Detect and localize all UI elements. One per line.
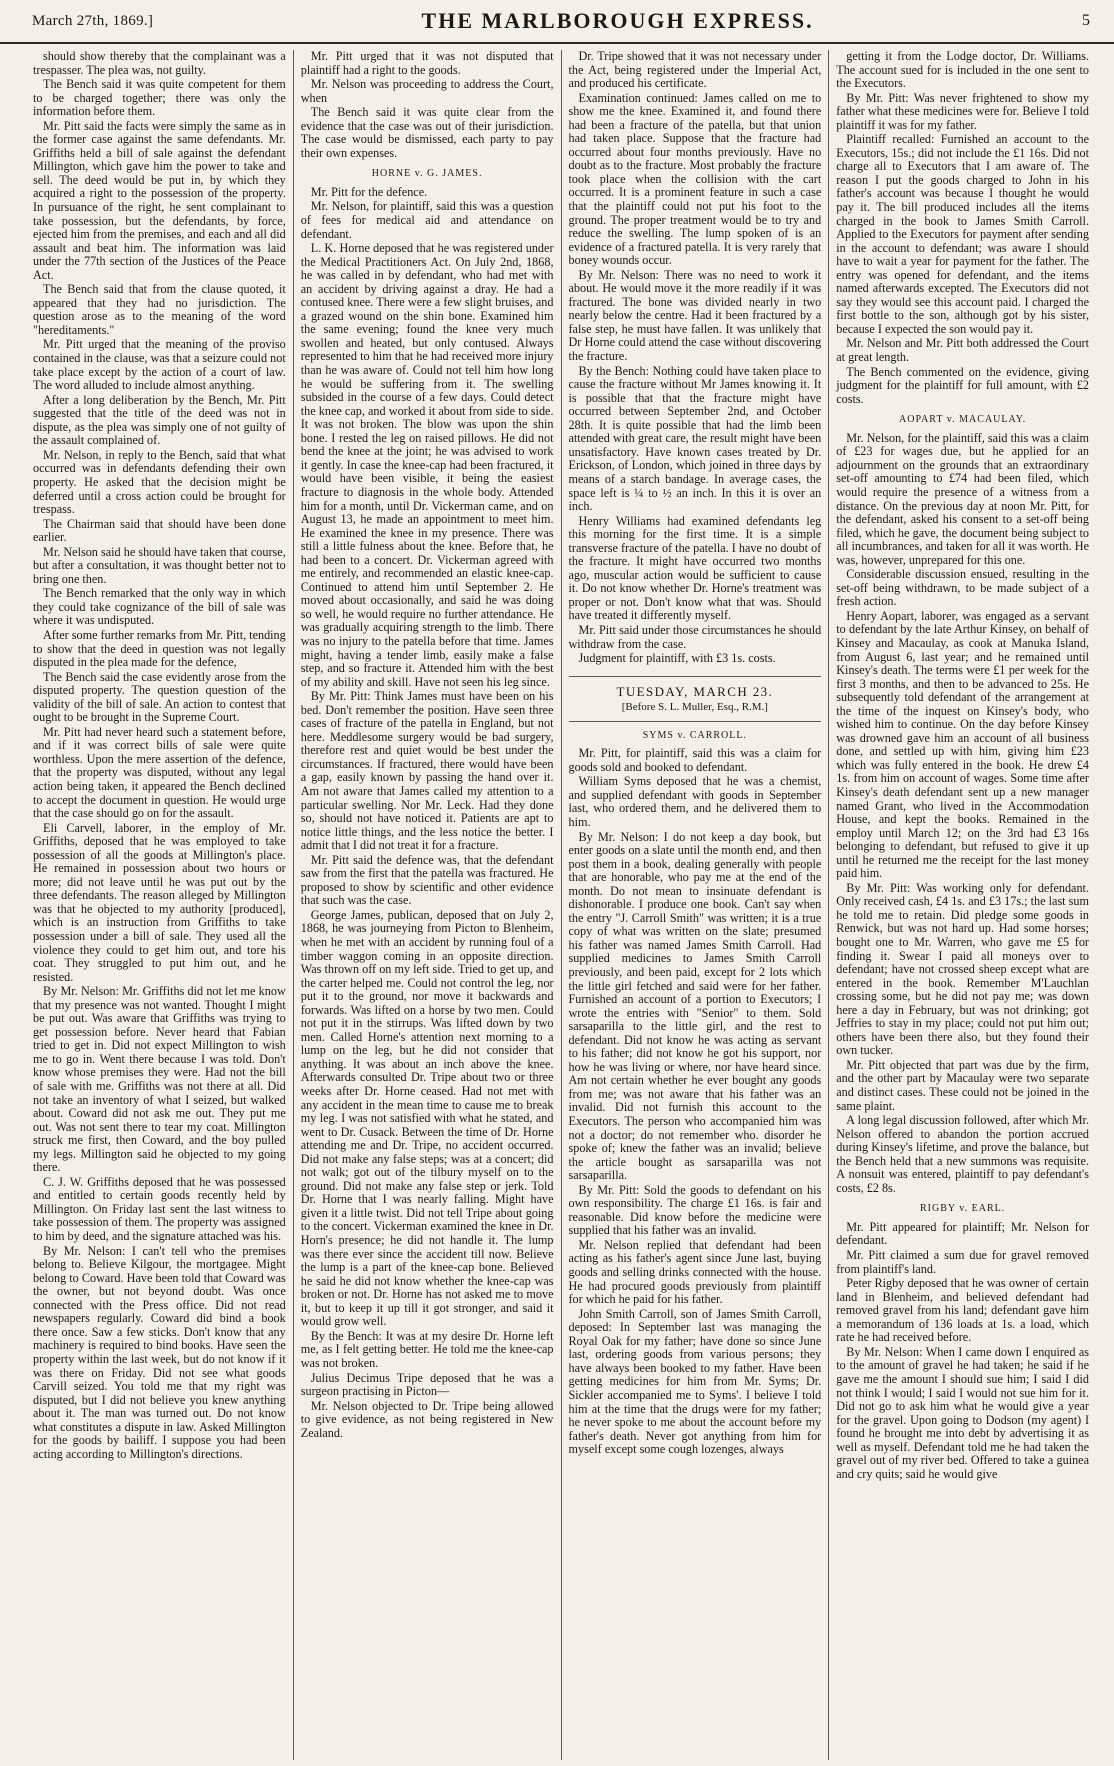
paragraph: Mr. Pitt for the defence.	[310, 184, 428, 199]
column-3	[562, 50, 830, 1760]
paragraph: A long legal discussion followed, after which Mr. Nelson offered to abandon the portion accrued during Kinsey's lifetime, and prove the balance, but the Bench held that a new summons was requisite. A nonsuit was entered, plaintiff to pay defendant's costs, £2 8s.	[836, 1113, 1089, 1195]
paragraph: The Chairman said that should have been done earlier.	[33, 516, 286, 545]
court-note: [Before S. L. Muller, Esq., R.M.]	[569, 701, 822, 722]
paragraph: The Bench remarked that the only way in which they could take cognizance of the bill of sale was where it was undisputed.	[33, 586, 286, 628]
paragraph: By the Bench: It was at my desire Dr. Horne left me, as I felt getting better. He told me the knee-cap was not broken.	[300, 1328, 554, 1370]
paragraph: Mr. Nelson and Mr. Pitt both addressed the Court at great length.	[836, 336, 1089, 365]
case-heading: SYMS v. CARROLL.	[642, 729, 747, 741]
paragraph: John Smith Carroll, son of James Smith Carroll, deposed: In September last was managing the Royal Oak for my father; have done so since June last, ordering goods from various persons; they have always been booked to my father. Have been getting medicines for him from Mr. Syms; Dr. Sickler accompanied me to Syms'. I believe I told him at the time that the drugs were for my father; he never spoke to me about the account before my father's death. Never got anything from him for myself except some cough lozenges, always	[568, 1306, 822, 1457]
paragraph: Considerable discussion ensued, resulting in the set-off being withdrawn, to be made subject of a fresh action.	[836, 567, 1089, 609]
paragraph: Mr. Pitt appeared for plaintiff; Mr. Nelson for defendant.	[836, 1219, 1089, 1248]
paragraph: The Bench said it was quite clear from the evidence that the case was out of their jurisdiction. The case would be dismissed, each party to pay their own expenses.	[300, 105, 554, 160]
paragraph: getting it from the Lodge doctor, Dr. Williams. The account sued for is included in the one sent to the Executors.	[836, 50, 1089, 91]
paragraph: Henry Williams had examined defendants leg this morning for the first time. It is a simple transverse fracture of the patella. I have no doubt of the fracture. It might have occurred two months ago, muscular action would be sufficient to cause it. Do not know whether Dr. Horne's treatment was proper or not. Don't know what that was. Should have treated it differently myself.	[568, 513, 822, 623]
article-columns	[26, 50, 1096, 1760]
paragraph: Mr. Nelson, for plaintiff, said this was a question of fees for medical aid and attendance on defendant.	[300, 199, 554, 241]
paragraph: Henry Aopart, laborer, was engaged as a servant to defendant by the late Arthur Kinsey, on behalf of Kinsey and Macaulay, as cook at Manuka Island, from August 6, last year; and he remained until Kinsey's death. The terms were £1 per week for the first 3 months, and then to be advanced to 25s. He subsequently told defendant of the arrangement at the time of the inquest on Kinsey's body, who wished him to continue. On the day before Kinsey was drowned gave him an account of all business done, and settled up with him, giving him £23 which was fully entered in the book. He drew £4 1s. from him on account of wages. Some time after Kinsey's death defendant sent up a new manager named Grant, who lived in the Accommodation House, and kept the books. Remained in the employ until March 12; on the 3rd had £3 16s belonging to defendant, but refused to give it up until he returned me the receipt for the last money paid him.	[836, 608, 1089, 881]
paragraph: C. J. W. Griffiths deposed that he was possessed and entitled to certain goods recently held by Millington. On Friday last sent the last witness to take possession of them. The property was assigned to him by deed, and the signature attached was his.	[33, 1174, 286, 1244]
paragraph: Peter Rigby deposed that he was owner of certain land in Blenheim, and believed defendant had removed gravel from his land; defendant gave him a memorandum of 136 loads at 1s. a load, which rate he had received before.	[836, 1276, 1089, 1345]
masthead	[0, 0, 1114, 44]
paragraph: Plaintiff recalled: Furnished an account to the Executors, 15s.; did not include the £1 16s. Did not charge all to Executors that I am aware of. The reason I put the goods charged to John in his father's account was because I thought he would pay it. The bill produced includes all the items charged in the book to James Smith Carroll. Applied to the Executors for payment after sending in the account to defendant; was aware I should have to wait a year for payment for the father. The entry was opened for defendant, and the items named afterwards excepted. The Executors did not say they would see this account paid. I charged the first bottle to the son, although got by his sister, because I expected the son would pay it.	[836, 132, 1089, 336]
paragraph: By Mr. Pitt: Was never frightened to show my father what these medicines were for. Believe I told plaintiff it was for my father.	[836, 90, 1089, 132]
paragraph: Mr. Nelson said he should have taken that course, but after a consultation, it was thought better not to bring one then.	[33, 544, 286, 586]
paragraph: William Syms deposed that he was a chemist, and supplied defendant with goods in September last, who ordered them, and he delivered them to him.	[568, 774, 822, 829]
issue-date: March 27th, 1869.]	[32, 12, 154, 29]
paragraph: Mr. Pitt, for plaintiff, said this was a claim for goods sold and booked to defendant.	[568, 746, 822, 774]
paragraph: Mr. Nelson replied that defendant had been acting as his father's agent since June last, buying goods and selling drinks connected with the house. He had procured goods previously from plaintiff for which he paid for his father.	[568, 1237, 822, 1307]
paragraph: Mr. Pitt said under those circumstances he should withdraw from the case.	[568, 622, 822, 651]
paragraph: By Mr. Nelson: When I came down I enquired as to the amount of gravel he had taken; he said if he gave me the amount I should sue him; I said I did not think I would; I said I would not sue him for it. Did not go to ask him what he would give a year for the gravel. Upon going to Dodson (my agent) I found he brought me into debt by advertising it as well as myself. Defendant told me he had taken the gravel out of my river bed. Offered to take a guinea and cry quits; said he would give	[836, 1344, 1089, 1481]
paragraph: By Mr. Pitt: Sold the goods to defendant on his own responsibility. The charge £1 16s. is fair and reasonable. Did know before the medicine were supplied that his father was an invalid.	[568, 1182, 822, 1238]
paragraph: The Bench commented on the evidence, giving judgment for the plaintiff for full amount, with £2 costs.	[836, 364, 1089, 406]
case-heading: AOPART v. MACAULAY.	[899, 414, 1027, 426]
paragraph: The Bench said the case evidently arose from the disputed property. The question question of the validity of the bill of sale. An action to contest that ought to be brought in the Supreme Court.	[33, 669, 286, 725]
date-heading: TUESDAY, MARCH 23.	[569, 676, 822, 699]
paragraph: L. K. Horne deposed that he was registered under the Medical Practitioners Act. On July 2nd, 1868, he was called in by defendant, who had met with an accident by driving against a dray. He had a contused knee. There were a few slight bruises, and a grazed wound on the shin bone. Examined him the same evening; found the knee very much swollen and heated, but only contused. Always represented to him that he had received more injury than he was aware of. Could not tell him how long he would be suffering from it. The swelling subsided in the course of a few days. Could detect the knee cap, and worked it about from side to side. It was not broken. The blow was upon the shin bone. I rested the leg on raised pillows. He did not bend the knee at the joint; he was advised to work it gently. In case the knee-cap had been fractured, it would have been visible, it being the easiest fracture to diagnosis in the whole body. Attended him for a month, until Dr. Vickerman came, and on August 13, he made an appointment to meet him. He examined the knee in my presence. There was still a little fulness about the knee. Before that, he had been to a concert. Dr. Vickerman agreed with me entirely, and recommended an elastic knee-cap. Continued to attend him until September 2. He moved about occasionally, and said he was doing so well, he would require no further attendance. He was gradually acquiring strength to the limb. There was no injury to the patella before that time. James might, having a tender limb, easily make a false step, and so fracture it. Attended him with the best of my ability and skill. Have not seen his leg since.	[300, 241, 554, 689]
paragraph: Mr. Pitt said the facts were simply the same as in the former case against the same defendants. Mr. Griffiths held a bill of sale against the defendant Millington, which gave him the power to take and sell. The deed would be put in, by which they acquired a right to the possession of the property. In pursuance of the right, he sent complainant to take possession, but the defendants, by force, ejected him from the premises, and each and all did assault and beat him. The information was laid under the 77th section of the Justices of the Peace Act.	[33, 118, 286, 282]
paragraph: By Mr. Nelson: There was no need to work it about. He would move it the more readily if it was fractured. The bone was divided nearly in two nearly below the centre. Had it been fractured by a false step, he must have fallen. It was unlikely that Dr Horne could attend the case without discovering the fracture.	[568, 267, 822, 364]
paragraph: By Mr. Pitt: Think James must have been on his bed. Don't remember the position. Have seen three cases of fracture of the patella in England, but not here. Meddlesome surgery would be bad surgery, therefore rest and quiet would be best under the circumstances. If fractured, there would have been a gap, easily known by passing the hand over it. Am not aware that James called my attention to a particular swelling. Nor Mr. Leck. Had they done so, should not have noticed it. Patients are apt to notice little things, and the less notice the better. I admit that I did not treat it for a fracture.	[300, 689, 554, 853]
paragraph: Mr. Pitt had never heard such a statement before, and if it was correct bills of sale were quite worthless. Upon the mere assertion of the defence, that the property was disputed, without any legal action being taken, it appeared the Bench declined to accept the document in question. He would urge that the case should go on for the assault.	[33, 724, 286, 821]
column-2	[294, 50, 562, 1760]
case-heading: HORNE v. G. JAMES.	[371, 168, 483, 180]
paragraph: Julius Decimus Tripe deposed that he was a surgeon practising in Picton—	[300, 1370, 554, 1399]
paragraph: By the Bench: Nothing could have taken place to cause the fracture without Mr James knowing it. It is possible that that the fracture might have occurred between September 2nd, and October 28th. It is quite possible that had the limb been attended with great care, the result might have been unsatisfactory. Have known cases treated by Dr. Erickson, of London, which joined in three days by means of a starch bandage. In average cases, the space left is ¼ to ½ an inch. In this it is over an inch.	[568, 363, 822, 514]
column-4	[829, 50, 1096, 1760]
paragraph: Mr. Pitt said the defence was, that the defendant saw from the first that the patella was fractured. He proposed to show by scientific and other evidence that such was the case.	[300, 852, 554, 908]
paragraph: After a long deliberation by the Bench, Mr. Pitt suggested that the title of the deed was not in dispute, as the plea was simply one of not guilty of the assault complained of.	[33, 392, 286, 448]
paragraph: Mr. Nelson was proceeding to address the Court, when	[300, 77, 554, 105]
paragraph: should show thereby that the complainant was a trespasser. The plea was, not guilty.	[33, 50, 286, 77]
paragraph: Mr. Pitt urged that the meaning of the proviso contained in the clause, was that a seizure could not take place except by the action of a court of law. The word alluded to include almost anything.	[33, 337, 286, 393]
paragraph: After some further remarks from Mr. Pitt, tending to show that the deed in question was not legally disputed in the plea made for the defence,	[33, 627, 286, 670]
paragraph: By Mr. Nelson: Mr. Griffiths did not let me know that my presence was not wanted. Thought I might be put out. Was aware that Griffiths was trying to get possession before. Never heard that Fabian tried to get in. Did not expect Millington to wish me to go in. Went there because I was told. Don't know whose premises they were. Had not the bill of sale with me. Griffiths was not there at all. Did not take an inventory of what I seized, but walked about. Coward did not ask me out. They put me out. Was not sent there to tear my coat. Millington struck me first, then Coward, and the boy pulled my legs. Millington said he objected to my going there.	[33, 984, 286, 1175]
paragraph: Mr. Pitt objected that part was due by the firm, and the other part by Macaulay were two separate and distinct cases. These could not be joined in the same plaint.	[836, 1057, 1089, 1113]
column-1	[26, 50, 294, 1760]
paragraph: Mr. Nelson objected to Dr. Tripe being allowed to give evidence, as not being registered in New Zealand.	[300, 1398, 554, 1440]
paragraph: The Bench said that from the clause quoted, it appeared that they had no jurisdiction. The question arose as to the meaning of the word "hereditaments."	[33, 282, 286, 337]
paragraph: Mr. Nelson, for the plaintiff, said this was a claim of £23 for wages due, but he applied for an adjournment on the grounds that an extraordinary set-off amounting to £74 had been filed, which would require the presence of a witness from a distance. On the previous day at noon Mr. Pitt, for the defendant, asked his consent to a set-off being filed, which he gave, the document being subject to all incumbrances, and taken for all it was worth. He was, however, unprepared for this one.	[836, 430, 1089, 567]
paragraph: George James, publican, deposed that on July 2, 1868, he was journeying from Picton to Blenheim, when he met with an accident by running foul of a timber waggon coming in an opposite direction. Was thrown off on my left side. Tried to get up, and the carter helped me. Could not control the leg, nor put it to the ground, nor move it backwards and forwards. Was lifted on a horse by two men. Could not put it in the stirrups. Was lifted down by two men. Called Horne's attention next morning to a lump on the leg, but he did not consider that anything. It was about an inch above the knee. Afterwards consulted Dr. Tripe about two or three weeks after Dr. Horne ceased. Had not met with any accident in the mean time to cause me to break my leg. I was not satisfied with what he stated, and went to Dr. Cusack. Between the time of Dr. Horne attending me and Dr. Tripe, no accident occurred. Did not make any false steps; was at a concert; did not walk; got out of the tilbury myself on to the ground. Did not make any false step or jerk. Told Dr. Horne that I was nearly falling. Might have given it a little twist. Did not tell Tripe about going to the concert. Vickerman examined the knee in Dr. Horn's presence; he did not handle it. The lump was there ever since the accident till now. Believe the lump is a part of the knee-cap bone. Believed he said he did not know whether the knee-cap was broken or not. Dr. Horne has not asked me to move it, but to keep it up till it got stronger, and said it would grow well.	[300, 907, 554, 1329]
paragraph: Eli Carvell, laborer, in the employ of Mr. Griffiths, deposed that he was employed to take possession of all the goods at Millington's place. He remained in possession about two hours or more; did not leave until he was put out by the three defendants. The reason alleged by Millington was that he objected to my authority [produced], which is an instruction from Griffiths to take possession under a bill of sale. They used all the violence they could to get him out, and tore his coat. They struggled to put him out, and he resisted.	[33, 820, 286, 984]
page-number: 5	[1081, 12, 1090, 29]
paragraph: The Bench said it was quite competent for them to be charged together; there was only the information before them.	[33, 77, 286, 119]
case-heading: RIGBY v. EARL.	[920, 1203, 1006, 1215]
paragraph: Mr. Pitt claimed a sum due for gravel removed from plaintiff's land.	[836, 1248, 1089, 1276]
paragraph: By Mr. Nelson: I can't tell who the premises belong to. Believe Kilgour, the mortgagee. Might belong to Coward. Have been told that Coward was the owner, but not beyond doubt. Was once connected with the Press office. Did not read newspapers regularly. Coward did bind a book there once. Saw a few sticks. Don't know that any machinery is required to bind books. Have seen the property within the last week, but do not know if it was there on Friday. Did not see what goods Carvill seized. You told me that my right was disputed, but I did not believe you knew anything about it. The man was turned out. Do not know what constitutes a dispute in law. Asked Millington for the goods by bailiff. I suppose you had been acting according to Millington's directions.	[33, 1243, 286, 1461]
paragraph: Mr. Pitt urged that it was not disputed that plaintiff had a right to the goods.	[300, 50, 554, 77]
paragraph: Judgment for plaintiff, with £3 1s. costs.	[578, 651, 776, 666]
paragraph: Dr. Tripe showed that it was not necessary under the Act, being registered under the Imperial Act, and produced his certificate.	[568, 50, 822, 91]
paragraph: Mr. Nelson, in reply to the Bench, said that what occurred was in defendants defending their own property. He asked that the decision might be deferred until a cross action could be brought for trespass.	[33, 447, 286, 517]
paragraph: By Mr. Nelson: I do not keep a day book, but enter goods on a slate until the month end, and then post them in a book, dealing generally with people that are honorable, who pay me at the end of the month. Do not mean to insinuate defendant is dishonorable. I produce one book. Can't say when the entry "J. Carroll Smith" was written; it is a true copy of what was written on the slate; presumed his father was named James Smith Carroll. Had supplied medicines to James Smith Carroll previously, and been paid, except for 2 lots which the little girl fetched and said were for her father. Furnished an account of a portion to Executors; I wrote the entries with "Senior" to them. Sold sarsaparilla to the little girl, and the rest to defendant. Did not know he was acting as servant to his father; did not know he got his support, nor how he was living or where, nor have heard since. Am not certain whether he ever bought any goods from me; was not aware that his father was an invalid. Did not furnish this account to the Executors. The person who accompanied him was not a doctor; do not remember who. disorder he spoke of; knew the father was an invalid; believe the article bought as sarsaparilla was not sarsaparilla.	[568, 829, 822, 1183]
paragraph: Examination continued: James called on me to show me the knee. Examined it, and found there had been a fracture of the patella, but that union had taken place. Suppose that the fracture had occurred about four months previously. Have no doubt as to the fracture. Most probably the fracture took place when the collision with the cart occurred. It is a prominent feature in such a case that the plaintiff could not put his foot to the ground. The proper treatment would be to try and reduce the swelling. The lump spoken of is an evidence of a fractured patella. It is very rarely that boney wounds occur.	[568, 90, 822, 268]
paragraph: By Mr. Pitt: Was working only for defendant. Only received cash, £4 1s. and £3 17s.; the last sum he told me to retain. Did pledge some goods in Renwick, but was not hard up. Had some horses; bought one to Mr. Warren, who gave me £5 for finding it. Swear I paid all moneys over to defendant; have not crossed sheep except what are entered in the book. Remember M'Lauchlan crossing some, but he did not pay me; was down here a day in February, but was not drinking; got Jeffries to stay in my place; could not put him out; others have been there also, but they found their own tucker.	[836, 880, 1089, 1058]
newspaper-title: THE MARLBOROUGH EXPRESS.	[421, 8, 814, 33]
